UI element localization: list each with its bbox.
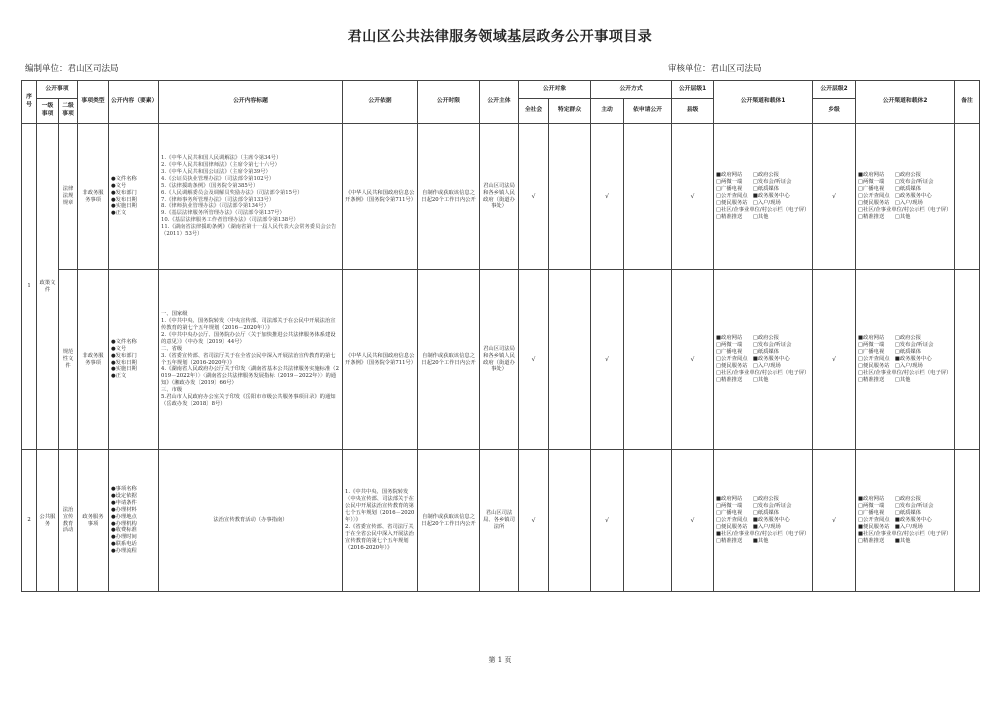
table-row [22, 450, 980, 592]
row-title: 一、国家级 1.《中共中央、国务院转发〈中央宣传部、司法部关于在公民中开展法治宣传教育的第七个五年规划（2016－2020年）〉》 2.《中共中央办公厅、国务院办公厅〈关于加快推进公共法律服务体系建设的意见〉》（中办发〔2019〕44号） 二、省级 3.《省委宣传部、省司法厅关于在全省公民中深入开展法治宣传教育的第七个五年规划（2016-2020年）》 4.《湖南省人民政府办公厅关于印发〈湖南省基本公共法律服务实施标准（2019－2022年）〉〈湖南省公共法律服务发展指标（2019－2022年）〉的通知》（湘政办发〔2019〕66号） 三、市级 5.君山市人民政府办公室关于印发《岳阳市市级公共服务事项目录》的通知（岳政办发〔2018〕8号） [159, 270, 343, 450]
row-level2: 法律法规规章 [59, 124, 78, 270]
row-seq: 1 [22, 124, 37, 450]
row-title: 1.《中华人民共和国人民调解法》（主席令第34号） 2.《中华人民共和国律师法》（主席令第七十六号） 3.《中华人民共和国公证法》（主席令第39号） 4.《公证员执业管理办法》（司法部令第102号） 5.《法律援助条例》（国务院令第385号） 6.《人民调解委员会及调解员奖励办法》（司法部令第15号） 7.《律师事务所管理办法》（司法部令第133号） 8.《律师执业管理办法》（司法部令第134号） 9.《基层法律服务所管理办法》（司法部令第137号） 10.《基层法律服务工作者管理办法》（司法部令第138号） 11.《湖南省法律援助条例》（湖南省第十一届人民代表大会常务委员会公告（2011）53号） [159, 124, 343, 270]
reviewer-label: 审核单位：君山区司法局 [668, 64, 762, 74]
header-level2: 二级事项 [59, 99, 78, 124]
row-seq: 2 [22, 450, 37, 592]
row-type: 非政务服务事项 [78, 124, 109, 270]
row-method-active: √ [591, 124, 624, 270]
header-level1: 一级事项 [37, 99, 59, 124]
header-item-group: 公开事项 [37, 81, 78, 99]
header-seq: 序号 [22, 81, 37, 124]
header-method-active: 主动 [591, 99, 624, 124]
header-method-group: 公开方式 [591, 81, 672, 99]
row-channel2: ■政府网站 □政府公报 □两微一端 □发布会/听证会 □广播电视 □纸质媒体 □公开查阅点 ■政务服务中心 ■便民服务站 ■入户/现场 ■社区/企事业单位/村公示栏（电子屏） □精准推送 ■其他 [856, 450, 955, 592]
row-level2-check: √ [813, 124, 856, 270]
row-type: 非政务服务事项 [78, 270, 109, 450]
row-channel1: ■政府网站 □政府公报 □两微一端 □发布会/听证会 □广播电视 □纸质媒体 □公开查阅点 ■政务服务中心 □便民服务站 ■入户/现场 ■社区/企事业单位/村公示栏（电子屏） □精准推送 ■其他 [714, 450, 813, 592]
page-number: 第 1 页 [488, 656, 512, 664]
row-target-special [549, 450, 591, 592]
row-type: 政务服务事项 [78, 450, 109, 592]
header-level1-group: 公开层级1 [672, 81, 714, 99]
row-method-request [624, 450, 672, 592]
header-subject: 公开主体 [480, 81, 519, 124]
row-level1-check: √ [672, 124, 714, 270]
row-level1-check: √ [672, 270, 714, 450]
row-channel1: ■政府网站 □政府公报 □两微一端 □发布会/听证会 □广播电视 □纸质媒体 □公开查阅点 ■政务服务中心 □便民服务站 □入户/现场 □社区/企事业单位/村公示栏（电子屏） □精准推送 □其他 [714, 124, 813, 270]
header-basis: 公开依据 [343, 81, 418, 124]
row-level1: 政策文件 [37, 124, 59, 450]
row-target-all: √ [519, 450, 549, 592]
document-title: 君山区公共法律服务领域基层政务公开事项目录 [347, 29, 653, 45]
row-title: 法治宣传教育活动（办事指南） [159, 450, 343, 592]
row-target-special [549, 270, 591, 450]
row-channel2: ■政府网站 □政府公报 □两微一端 □发布会/听证会 □广播电视 □纸质媒体 □公开查阅点 ■政务服务中心 □便民服务站 □入户/现场 □社区/企事业单位/村公示栏（电子屏） □精准推送 □其他 [856, 270, 955, 450]
row-basis: 《中华人民共和国政府信息公开条例》（国务院令第711号） [343, 270, 418, 450]
row-level1: 公共服务 [37, 450, 59, 592]
row-method-active: √ [591, 270, 624, 450]
header-level1-value: 县级 [672, 99, 714, 124]
row-remarks [955, 270, 980, 450]
row-elements: ●文件名称 ●文号 ●发布部门 ●发布日期 ●实施日期 ●正文 [109, 270, 159, 450]
row-level2: 法治宣传教育活动 [59, 450, 78, 592]
header-content-req: 公开内容（要素） [109, 81, 159, 124]
row-subject: 君山区司法局和各乡镇人民政府（街道办事处） [480, 124, 519, 270]
row-remarks [955, 124, 980, 270]
row-elements: ●事项名称 ●设定依据 ●申请条件 ●办理材料 ●办理地点 ●办理机构 ●收费标准 ●办理时间 ●联系电话 ●办理流程 [109, 450, 159, 592]
row-level1-check: √ [672, 450, 714, 592]
header-level2-group: 公开层级2 [813, 81, 856, 99]
row-level2-check: √ [813, 270, 856, 450]
header-channel1: 公开渠道和载体1 [714, 81, 813, 124]
row-target-all: √ [519, 124, 549, 270]
header-target-special: 特定群众 [549, 99, 591, 124]
row-remarks [955, 450, 980, 592]
header-level2-value: 乡级 [813, 99, 856, 124]
row-channel2: ■政府网站 □政府公报 □两微一端 □发布会/听证会 □广播电视 □纸质媒体 □公开查阅点 □政务服务中心 □便民服务站 □入户/现场 □社区/企事业单位/村公示栏（电子屏） □精准推送 □其他 [856, 124, 955, 270]
row-method-request [624, 124, 672, 270]
row-period: 自制作或获取该信息之日起20个工作日内公开 [418, 270, 480, 450]
header-period: 公开时限 [418, 81, 480, 124]
row-period: 自制作或获取该信息之日起20个工作日内公开 [418, 450, 480, 592]
header-target-group: 公开对象 [519, 81, 591, 99]
row-level2-check: √ [813, 450, 856, 592]
header-channel2: 公开渠道和载体2 [856, 81, 955, 124]
row-target-all: √ [519, 270, 549, 450]
row-basis: 《中华人民共和国政府信息公开条例》（国务院令第711号） [343, 124, 418, 270]
header-type: 事项类型 [78, 81, 109, 124]
table-row [22, 124, 980, 270]
table-row [22, 270, 980, 450]
row-subject: 君山区司法局、各乡镇司法所 [480, 450, 519, 592]
header-content-title: 公开内容标题 [159, 81, 343, 124]
row-period: 自制作或获取该信息之日起20个工作日内公开 [418, 124, 480, 270]
catalog-table [21, 80, 980, 592]
row-channel1: ■政府网站 □政府公报 □两微一端 □发布会/听证会 □广播电视 □纸质媒体 □公开查阅点 ■政务服务中心 □便民服务站 □入户/现场 □社区/企事业单位/村公示栏（电子屏） □精准推送 □其他 [714, 270, 813, 450]
row-basis: 1.《中共中央、国务院转发〈中央宣传部、司法部关于在公民中开展法治宣传教育的第七个五年规划（2016－2020年）〉》 2.《省委宣传部、省司法厅关于在全省公民中深入开展法治宣传教育的第七个五年规划（2016-2020年）》 [343, 450, 418, 592]
row-target-special [549, 124, 591, 270]
row-method-request [624, 270, 672, 450]
row-subject: 君山区司法局和各乡镇人民政府（街道办事处） [480, 270, 519, 450]
row-level2: 规范性文件 [59, 270, 78, 450]
header-method-request: 依申请公开 [624, 99, 672, 124]
header-target-all: 全社会 [519, 99, 549, 124]
compiler-label: 编制单位：君山区司法局 [25, 64, 119, 74]
header-remarks: 备注 [955, 81, 980, 124]
row-elements: ●文件名称 ●文号 ●发布部门 ●发布日期 ●实施日期 ●正文 [109, 124, 159, 270]
row-method-active: √ [591, 450, 624, 592]
table-header [22, 81, 980, 124]
